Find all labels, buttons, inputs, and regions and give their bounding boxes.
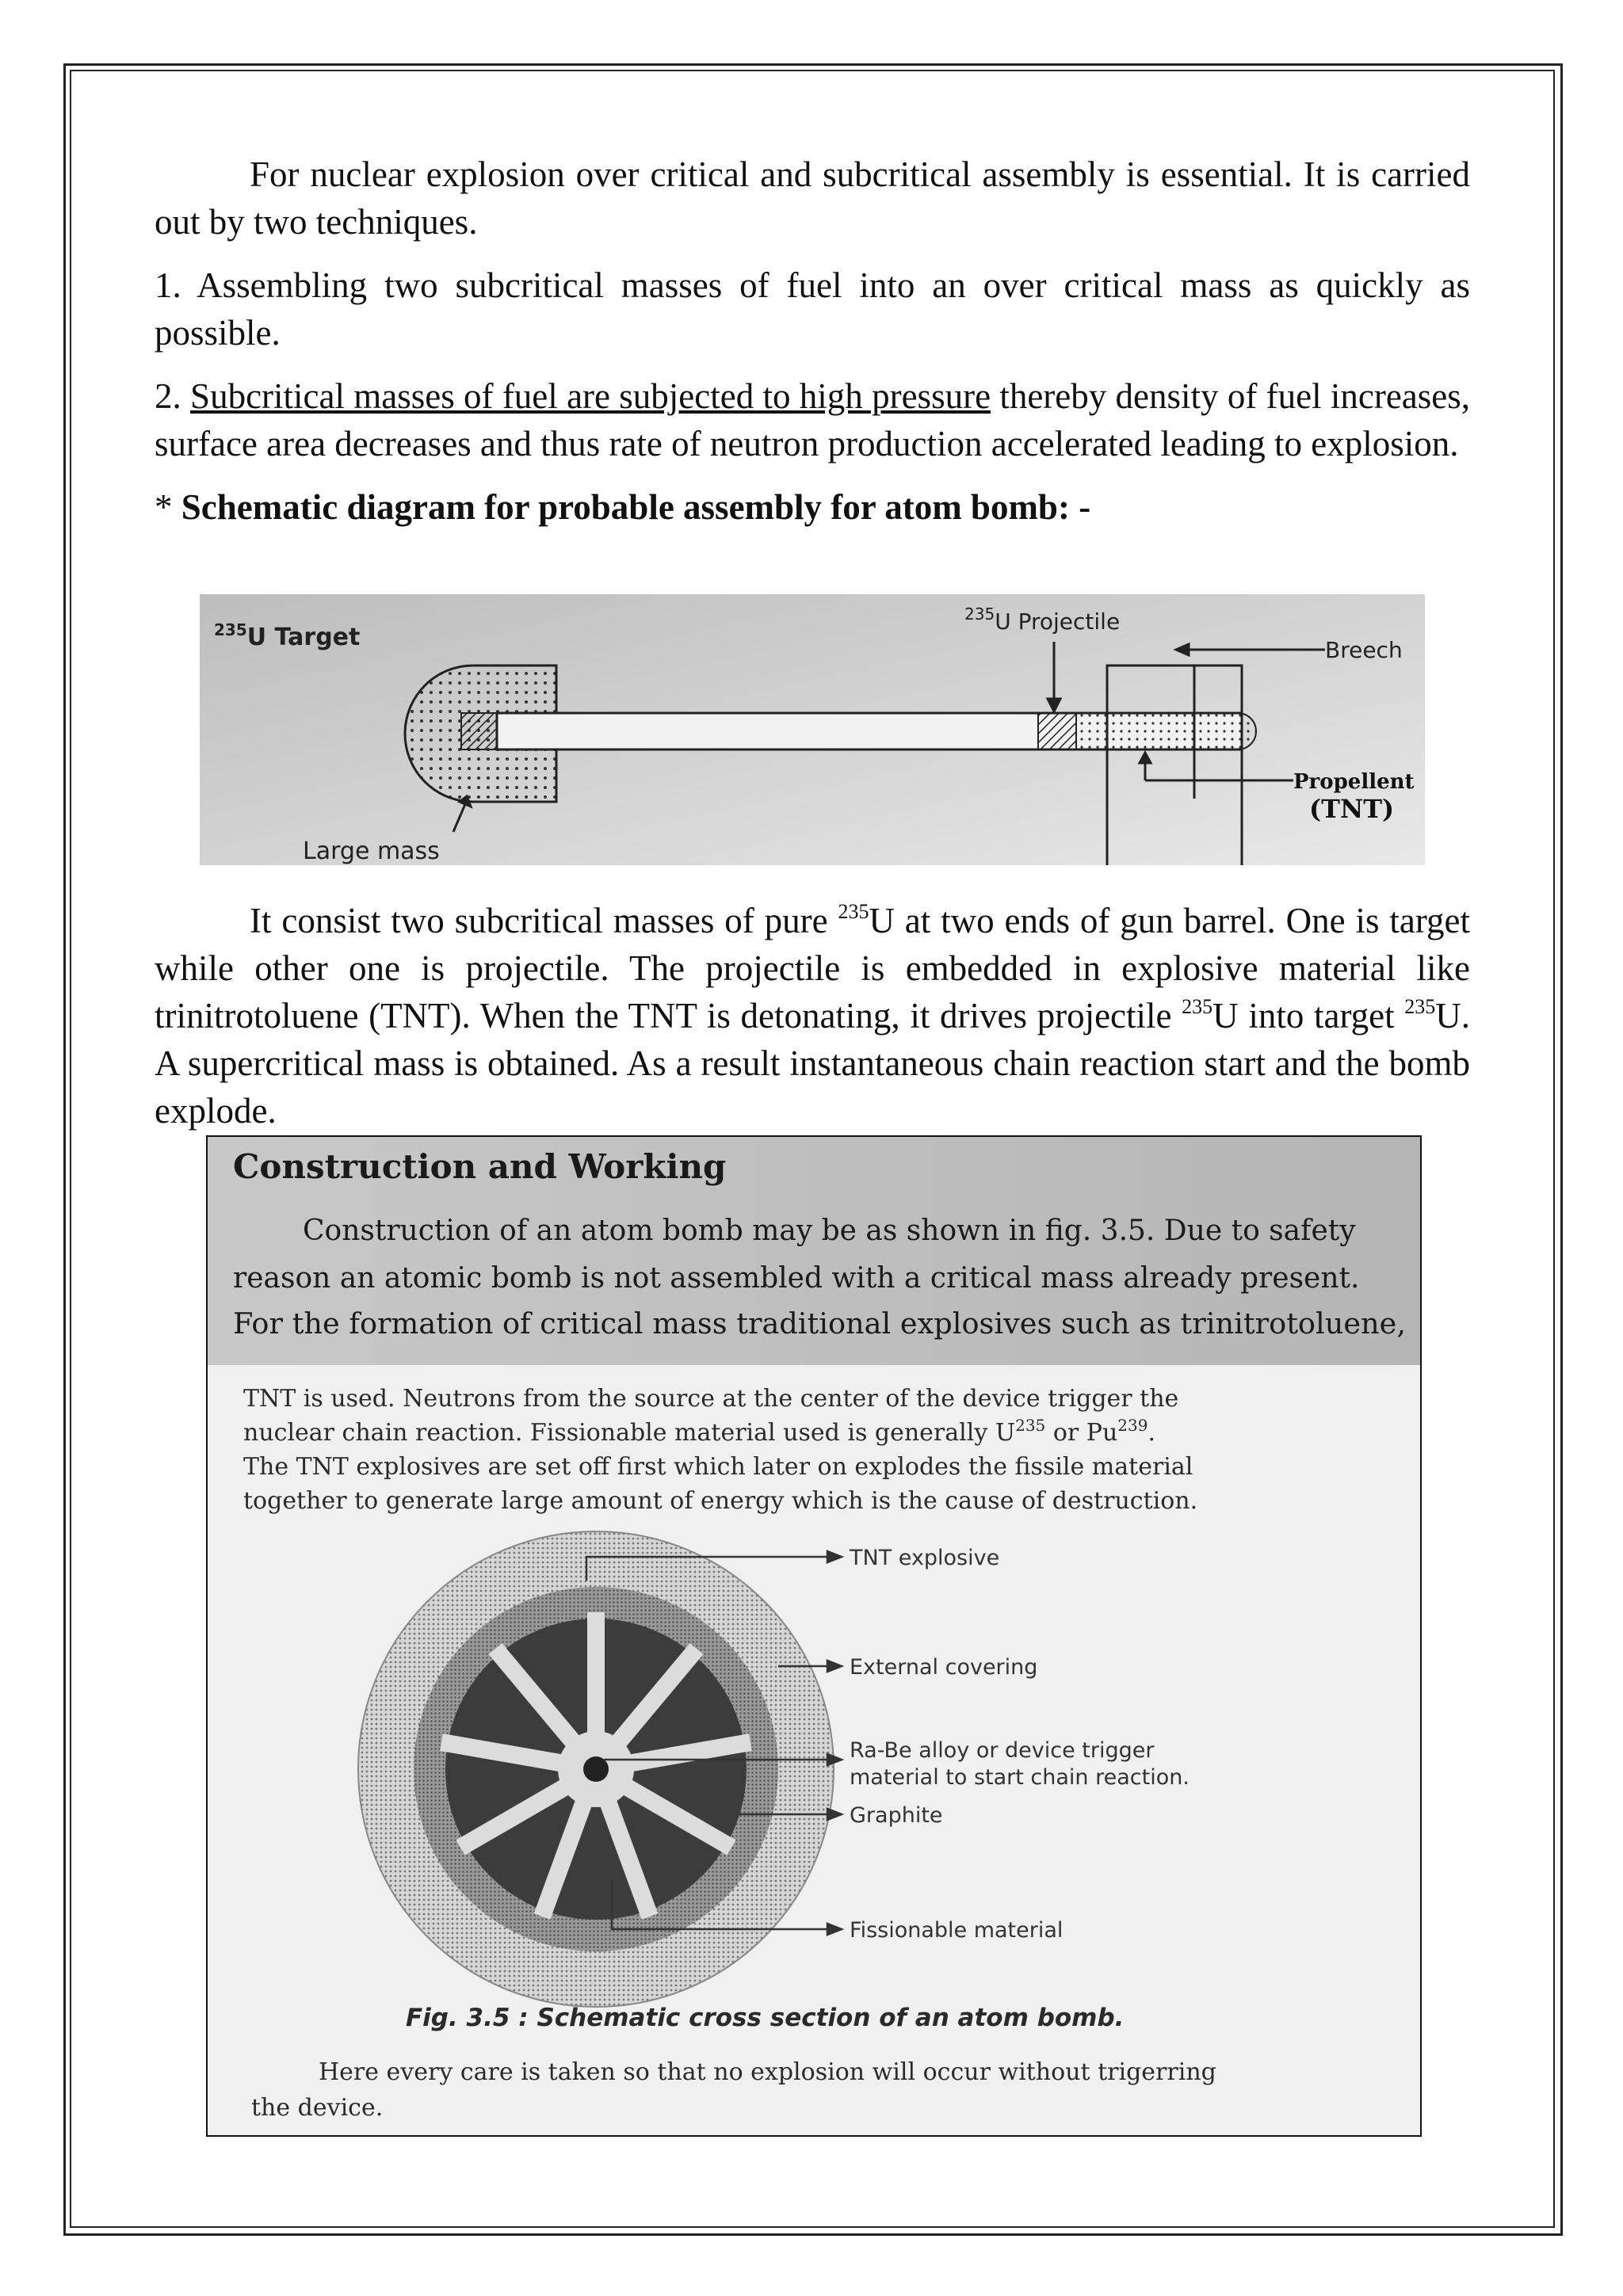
- construction-title: Construction and Working: [233, 1147, 727, 1186]
- projectile-label-sup: 235: [964, 605, 995, 624]
- technique-item-1: 1. Assembling two subcritical masses of fuel into an over critical mass as quickly as possible.: [155, 265, 1470, 353]
- intro-line-2: reason an atomic bomb is not assembled with a critical mass already present.: [233, 1262, 1360, 1295]
- section-heading: * Schematic diagram for probable assembly for atom bomb: -: [155, 487, 1091, 527]
- body-line-1: TNT is used. Neutrons from the source at the center of the device trigger the: [243, 1385, 1179, 1413]
- technique-item-2: 2. Subcritical masses of fuel are subjected to high pressure thereby density of fuel increases, surface area decreases and thus rate of neutron production accelerated leading to explosion.: [155, 376, 1471, 463]
- external-covering-label: External covering: [850, 1655, 1038, 1680]
- underlined-phrase: Subcritical masses of fuel are subjected to high pressure: [190, 376, 991, 416]
- figure-caption: Fig. 3.5 : Schematic cross section of an atom bomb.: [406, 2004, 1125, 2032]
- atom-bomb-cross-section-figure: [206, 1135, 1422, 2137]
- propellent-label: Propellent: [1293, 770, 1415, 794]
- gun-assembly-diagram: [200, 594, 1425, 865]
- intro-paragraph: For nuclear explosion over critical and subcritical assembly is essential. It is carried out by two techniques.: [155, 154, 1470, 242]
- ra-be-label-line-1: Ra-Be alloy or device trigger: [850, 1738, 1155, 1763]
- ra-be-label-line-2: material to start chain reaction.: [850, 1765, 1190, 1790]
- large-mass-label: Large mass: [303, 837, 440, 865]
- tnt-label: (TNT): [1309, 794, 1395, 824]
- projectile-label: U Projectile: [995, 608, 1121, 635]
- bomb-cross-section: [358, 1531, 834, 2007]
- target-label-sup: 235: [214, 620, 247, 639]
- fissionable-label: Fissionable material: [850, 1918, 1064, 1943]
- footer-line-1: Here every care is taken so that no explosion will occur without trigerring: [319, 2058, 1216, 2086]
- body-line-2: nuclear chain reaction. Fissionable material used is generally $U^{235}$ or Pu$^{239}$.: [243, 1416, 1156, 1447]
- footer-line-2: the device.: [251, 2094, 384, 2122]
- tnt-explosive-label: TNT explosive: [850, 1546, 1000, 1570]
- body-line-4: together to generate large amount of energy which is the cause of destruction.: [243, 1487, 1198, 1515]
- breech-label: Breech: [1325, 637, 1403, 663]
- intro-line-3: For the formation of critical mass traditional explosives such as trinitrotoluene,: [233, 1308, 1406, 1341]
- graphite-label: Graphite: [850, 1803, 943, 1828]
- body-line-3: The TNT explosives are set off first which later on explodes the fissile material: [243, 1453, 1193, 1481]
- intro-line-1: Construction of an atom bomb may be as shown in fig. 3.5. Due to safety: [303, 1215, 1356, 1247]
- target-label: U Target: [246, 624, 361, 651]
- gun-assembly-paragraph: It consist two subcritical masses of pure $^{235}$U at two ends of gun barrel. One is target while other one is projectile. The projectile is embedded in explosive material like trinitrotoluene (TNT). When the TNT is detonating, it drives projectile $^{235}$U into target $^{235}$U. A supercritical mass is obtained. As a result instantaneous chain reaction start and the bomb explode.: [155, 900, 1470, 1131]
- projectile: [1038, 713, 1256, 749]
